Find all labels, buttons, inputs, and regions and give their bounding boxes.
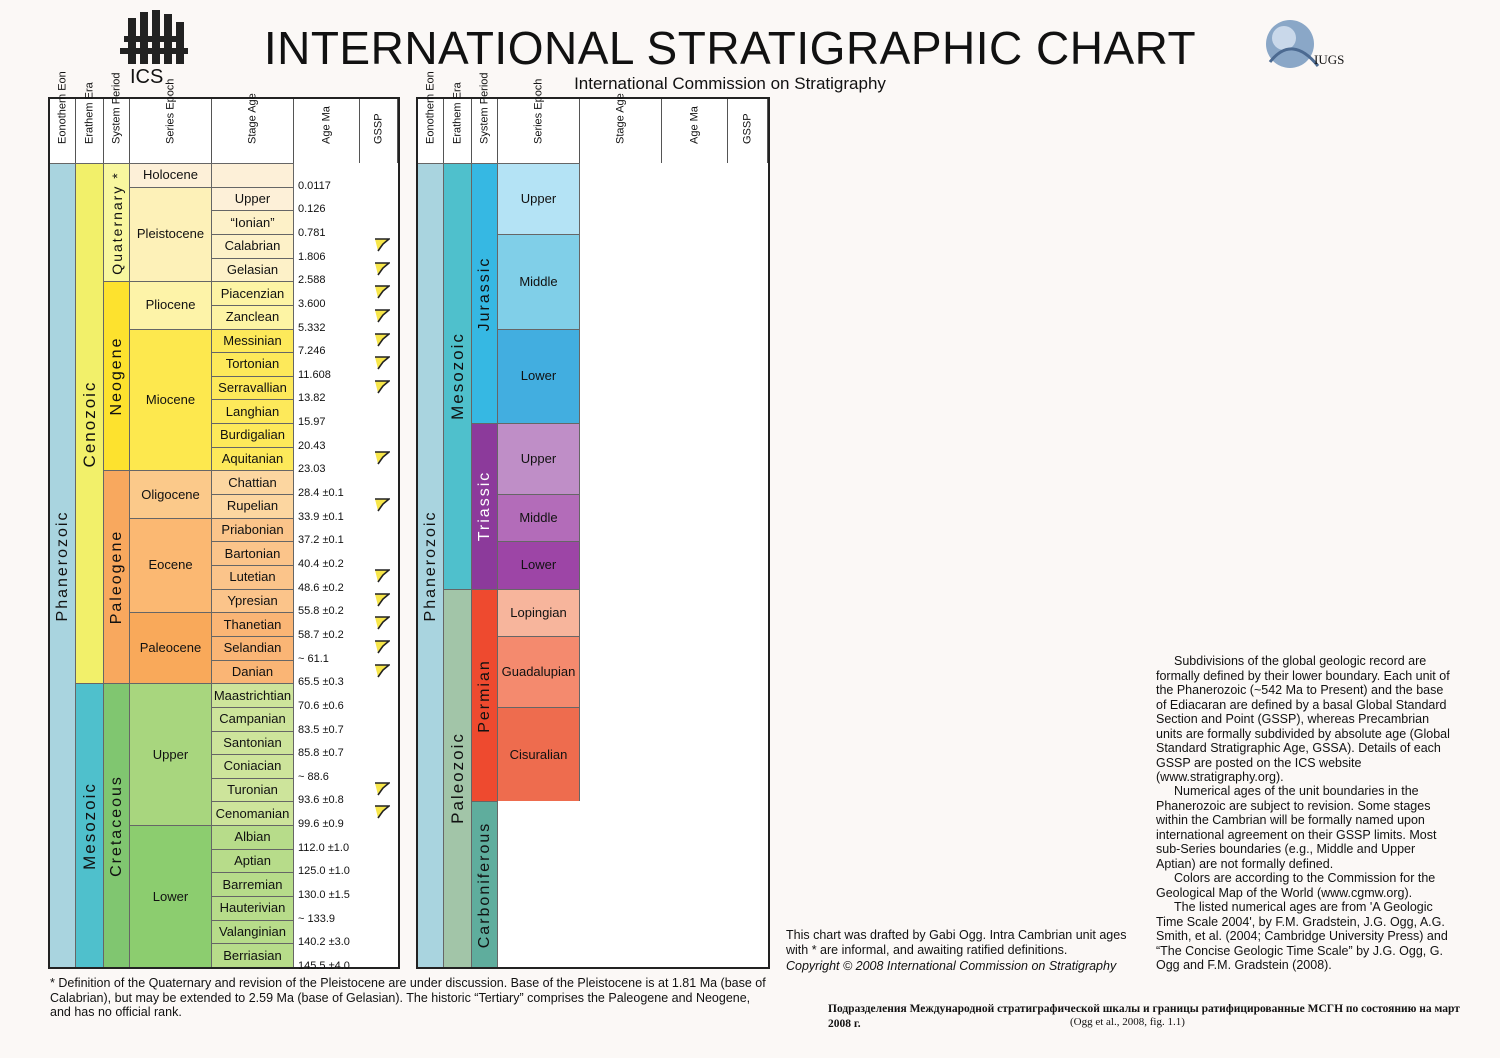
col1-age: 145.5 ±4.0 (298, 960, 350, 972)
epoch-cell: Guadalupian (498, 636, 580, 707)
col1-age: 23.03 (298, 463, 326, 476)
epoch-cell: Paleocene (130, 612, 212, 683)
stage-cell: Santonian (212, 731, 294, 755)
epoch-cell: Middle (498, 494, 580, 541)
col1-age: 1.806 (298, 250, 326, 263)
col1-age: 93.6 ±0.8 (298, 794, 344, 807)
col1-age: 5.332 (298, 321, 326, 334)
stage-cell: Cenomanian (212, 801, 294, 825)
col1-age: 125.0 ±1.0 (298, 865, 350, 878)
col1-age: 85.8 ±0.7 (298, 747, 344, 760)
column-2-header-eon-text: Eonothem Eon (424, 71, 436, 144)
period-quaternary-label: Quaternary * (108, 170, 125, 275)
gssp-marker (374, 285, 390, 299)
gssp-marker (374, 782, 390, 796)
info-paragraph-1: Subdivisions of the global geologic record are formally defined by their lower boundary. Each unit of the Phanerozoic (~542 Ma to Present) and the base of Ediacaran are defined by a basal Global Standard Section and Point (GSSP), whereas Precambrian units are formally subdivided by absolute age (Global Standard Stratigraphic Age, GSSA). Details of each GSSP are posted on the ICS website (www.stratigraphy.org). (1156, 654, 1450, 784)
stage-cell: Rupelian (212, 494, 294, 518)
gssp-marker (374, 262, 390, 276)
epoch-cell: Lower (130, 825, 212, 967)
eon-phanerozoic-2 (418, 163, 444, 967)
info-paragraph-4: The listed numerical ages are from 'A Geologic Time Scale 2004', by F.M. Gradstein, J.G. Ogg, A.G. Smith, et al. (2004; Cambridge University Press) and “The Concise Geologic Time Scale” by J.G. Ogg, G. Ogg and F.M. Gradstein (2008). (1156, 900, 1448, 972)
column-2-header-eon (418, 71, 444, 163)
period-jurassic-label: Jurassic (475, 256, 493, 331)
era-cenozoic-label: Cenozoic (79, 380, 99, 468)
stage-cell: Gelasian (212, 258, 294, 282)
stage-cell: Barremian (212, 872, 294, 896)
eon-phanerozoic-1 (50, 163, 76, 967)
stage-cell: Calabrian (212, 234, 294, 258)
gssp-marker (374, 333, 390, 347)
col1-age: ~ 88.6 (298, 770, 329, 783)
stage-cell: Piacenzian (212, 281, 294, 305)
copyright-note: Copyright © 2008 International Commission on Stratigraphy (786, 959, 1117, 973)
epoch-cell: Holocene (130, 163, 212, 187)
stage-cell: Berriasian (212, 943, 294, 967)
info-paragraph-2: Numerical ages of the unit boundaries in the Phanerozoic are subject to revision. Some stages within the Cambrian will be formally named upon international agreement on their GSSP limits. Most sub-Series boundaries (e.g., Middle and Upper Aptian) are not formally defined. (1156, 784, 1437, 871)
col1-age: 48.6 ±0.2 (298, 581, 344, 594)
gssp-marker (374, 380, 390, 394)
stage-cell: Aquitanian (212, 447, 294, 471)
stage-cell: Bartonian (212, 541, 294, 565)
gssp-marker (374, 238, 390, 252)
stage-cell: Valanginian (212, 920, 294, 944)
epoch-cell: Lower (498, 329, 580, 424)
period-carboniferous (472, 801, 498, 967)
ics-logo-text: ICS (130, 66, 164, 88)
period-permian-label: Permian (475, 658, 493, 733)
epoch-cell: Cisuralian (498, 707, 580, 802)
stage-cell: Chattian (212, 470, 294, 494)
col1-age: 130.0 ±1.5 (298, 889, 350, 902)
column-2-header-epoch (498, 78, 580, 163)
period-permian (472, 589, 498, 802)
period-carboniferous-label: Carboniferous (475, 821, 493, 948)
stage-cell: Tortonian (212, 352, 294, 376)
stage-cell: Turonian (212, 778, 294, 802)
column-1-header-stage (212, 93, 294, 163)
period-cretaceous-label: Cretaceous (107, 774, 125, 877)
period-quaternary (104, 163, 130, 281)
period-cretaceous (104, 683, 130, 967)
col1-age: 11.608 (298, 368, 331, 381)
gssp-marker (374, 805, 390, 819)
eon-phanerozoic-2-label: Phanerozoic (421, 510, 439, 621)
col1-age: 140.2 ±3.0 (298, 936, 350, 949)
ics-logo (110, 8, 200, 90)
column-1-header-age (294, 99, 360, 163)
epoch-cell: Pleistocene (130, 187, 212, 282)
stage-cell: Upper (212, 187, 294, 211)
col1-age: 15.97 (298, 416, 326, 429)
column-1-header-era-text: Erathem Era (83, 82, 95, 144)
column-1-header-epoch-text: Series Epoch (164, 78, 176, 144)
column-1-header-epoch (130, 78, 212, 163)
stage-cell: Danian (212, 660, 294, 684)
stage-cell: Hauterivian (212, 896, 294, 920)
russian-reference: (Ogg et al., 2008, fig. 1.1) (1070, 1016, 1185, 1028)
col1-age: 58.7 ±0.2 (298, 628, 344, 641)
col1-age: 0.0117 (298, 179, 331, 192)
column-2-header-epoch-text: Series Epoch (532, 78, 544, 144)
gssp-marker (374, 309, 390, 323)
era-mesozoic-1 (76, 683, 104, 967)
col1-age: 70.6 ±0.6 (298, 699, 344, 712)
column-1-header-period-text: System Period (110, 72, 122, 144)
gssp-marker (374, 640, 390, 654)
epoch-cell: Upper (130, 683, 212, 825)
column-2-header-stage (580, 93, 662, 163)
page-title: INTERNATIONAL STRATIGRAPHIC CHART (263, 22, 1197, 74)
stage-cell: Zanclean (212, 305, 294, 329)
stage-cell: Thanetian (212, 612, 294, 636)
stage-cell: Messinian (212, 329, 294, 353)
era-paleozoic-2 (444, 589, 472, 967)
column-2-header-stage-text: Stage Age (614, 93, 626, 144)
period-triassic-label: Triassic (475, 471, 493, 542)
col1-age: 65.5 ±0.3 (298, 676, 344, 689)
col3-footer-note: This chart was drafted by Gabi Ogg. Intra Cambrian unit ages with * are informal, and awaiting ratified definitions. (786, 928, 1127, 957)
gssp-marker (374, 593, 390, 607)
footnote: * Definition of the Quaternary and revision of the Pleistocene are under discussion. Base of the Pleistocene is at 1.81 Ma (base of Calabrian), but may be extended to 2.59 Ma (base of Gelasian). The historic “Tertiary” comprises the Paleogene and Neogene, and has no official rank. (50, 976, 766, 1019)
stage-cell: Ypresian (212, 589, 294, 613)
col1-age: ~ 133.9 (298, 912, 336, 925)
stage-cell: Priabonian (212, 518, 294, 542)
col1-age: 28.4 ±0.1 (298, 487, 344, 500)
column-2-header-gssp (728, 99, 768, 163)
col1-age: 7.246 (298, 345, 326, 358)
col1-age: 99.6 ±0.9 (298, 818, 344, 831)
eon-phanerozoic-1-label: Phanerozoic (53, 510, 71, 621)
gssp-marker (374, 356, 390, 370)
col1-age: 20.43 (298, 439, 326, 452)
col1-age: 55.8 ±0.2 (298, 605, 344, 618)
gssp-marker (374, 569, 390, 583)
column-1-header-eon-text: Eonothem Eon (56, 71, 68, 144)
gssp-marker (374, 451, 390, 465)
column-2-header-period (472, 72, 498, 163)
column-1-header-eon (50, 71, 76, 163)
epoch-cell: Lopingian (498, 589, 580, 636)
column-2-header-era (444, 82, 472, 163)
era-mesozoic-2 (444, 163, 472, 589)
stage-cell: Albian (212, 825, 294, 849)
col1-age: 33.9 ±0.1 (298, 510, 344, 523)
russian-caption: Подразделения Международной стратиграфической шкалы и границы ратифицированные МСГН по состоянию на март 2008 г. (828, 1003, 1460, 1030)
column-1-header-stage-text: Stage Age (246, 93, 258, 144)
column-2-header-age (662, 99, 728, 163)
gssp-marker (374, 616, 390, 630)
era-mesozoic-1-label: Mesozoic (79, 781, 99, 870)
stage-cell: Lutetian (212, 565, 294, 589)
col1-age: 2.588 (298, 274, 326, 287)
era-paleozoic-2-label: Paleozoic (447, 732, 467, 825)
period-neogene-label: Neogene (107, 336, 125, 416)
stage-cell: Langhian (212, 399, 294, 423)
epoch-cell: Lower (498, 541, 580, 588)
stage-cell: Aptian (212, 849, 294, 873)
col1-age: 83.5 ±0.7 (298, 723, 344, 736)
stage-cell: Serravallian (212, 376, 294, 400)
epoch-cell: Middle (498, 234, 580, 329)
column-1-header-era (76, 82, 104, 163)
column-1-header-gssp (360, 99, 398, 163)
col1-age: 37.2 ±0.1 (298, 534, 344, 547)
stage-holocene (212, 163, 294, 187)
stage-cell: Selandian (212, 636, 294, 660)
gssp-marker (374, 664, 390, 678)
col1-age: 0.781 (298, 226, 326, 239)
iugs-logo (1262, 14, 1392, 84)
gssp-marker (374, 498, 390, 512)
period-paleogene-label: Paleogene (107, 530, 125, 625)
epoch-cell: Upper (498, 423, 580, 494)
column-2-header-era-text: Erathem Era (451, 82, 463, 144)
epoch-cell: Pliocene (130, 281, 212, 328)
col1-age: 40.4 ±0.2 (298, 558, 344, 570)
info-paragraph-3: Colors are according to the Commission for the Geological Map of the World (www.cgmw.org). (1156, 871, 1436, 900)
stage-cell: Maastrichtian (212, 683, 294, 707)
period-paleogene (104, 470, 130, 683)
column-1-header-age-text: Age Ma (320, 106, 332, 144)
period-neogene (104, 281, 130, 470)
page-subtitle: International Commission on Stratigraphy (574, 74, 886, 93)
epoch-cell: Upper (498, 163, 580, 234)
col1-age: 13.82 (298, 392, 326, 405)
stage-cell: Coniacian (212, 754, 294, 778)
column-1-header-gssp-text: GSSP (372, 113, 384, 144)
col1-age: ~ 61.1 (298, 652, 329, 665)
col1-age: 0.126 (298, 203, 326, 216)
epoch-cell: Miocene (130, 329, 212, 471)
period-triassic (472, 423, 498, 589)
col1-age: 112.0 ±1.0 (298, 841, 350, 854)
stage-cell: Campanian (212, 707, 294, 731)
column-2-header-gssp-text: GSSP (741, 113, 753, 144)
column-2-header-period-text: System Period (478, 72, 490, 144)
column-1-header-period (104, 72, 130, 163)
column-2-header-age-text: Age Ma (688, 106, 700, 144)
stage-cell: Burdigalian (212, 423, 294, 447)
stage-cell: “Ionian” (212, 210, 294, 234)
epoch-cell: Eocene (130, 518, 212, 613)
period-jurassic (472, 163, 498, 423)
epoch-cell: Oligocene (130, 470, 212, 517)
era-mesozoic-2-label: Mesozoic (447, 332, 467, 421)
iugs-logo-text: IUGS (1314, 52, 1345, 67)
col1-age: 3.600 (298, 297, 326, 310)
era-cenozoic (76, 163, 104, 683)
